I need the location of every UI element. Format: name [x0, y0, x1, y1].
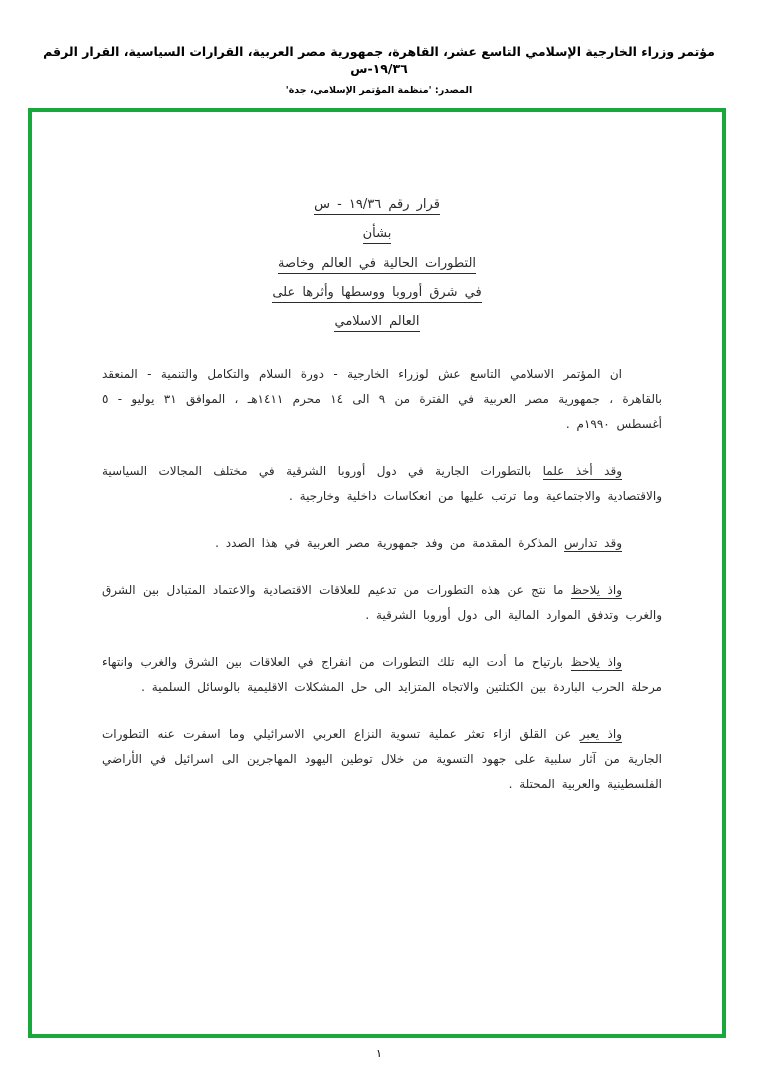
paragraph-6 [86, 722, 668, 797]
conference-title: مؤتمر وزراء الخارجية الإسلامي التاسع عشر، القاهرة، جمهورية مصر العربية، القرارات السياسية، القرار الرقم ١٩/٣٦-س [43, 44, 715, 76]
paragraph-4-lead: واذ يلاحظ [570, 582, 622, 597]
paragraph-6-lead: واذ يعبر [579, 726, 622, 741]
paragraph-4 [86, 578, 668, 628]
paragraph-5 [86, 650, 668, 700]
paragraph-5-text: بارتياح ما أدت اليه تلك التطورات من انفراج في العلاقات بين الشرق والغرب وانتهاء مرحلة الحرب الباردة بين الكتلتين والاتجاه المتزايد الى حل المشكلات الاقليمية بالوسائل السلمية . [102, 654, 662, 694]
page-frame [28, 108, 726, 1038]
page-number: ١ [376, 1047, 382, 1060]
decision-title-line-2: بشأن [86, 219, 668, 248]
paragraph-3-lead: وقد تدارس [563, 536, 622, 551]
paragraph-3-text: المذكرة المقدمة من وفد جمهورية مصر العربية في هذا الصدد . [215, 536, 564, 551]
decision-title [86, 190, 668, 336]
paragraph-5-lead: واذ يلاحظ [570, 654, 622, 669]
paragraph-1 [86, 362, 668, 437]
decision-title-line-1: قرار رقم ١٩/٣٦ - س [86, 190, 668, 219]
paragraph-6-text: عن القلق ازاء تعثر عملية تسوية النزاع العربي الاسرائيلي وما اسفرت عنه التطورات الجارية من آثار سلبية على جهود التسوية من خلال توطين اليهود المهاجرين الى اسرائيل في الأراضي الفلسطينية والعربية المحتلة . [102, 726, 662, 791]
paragraph-2-lead: وقد أخذ علما [542, 464, 622, 479]
source-line: المصدر: 'منظمة المؤتمر الإسلامي، جدة' [285, 84, 473, 96]
decision-title-line-3: التطورات الحالية في العالم وخاصة [86, 249, 668, 278]
paragraph-4-text: ما نتج عن هذه التطورات من تدعيم للعلاقات الاقتصادية والاعتماد المتبادل بين الشرق والغرب وتدفق الموارد المالية الى دول أوروبا الشرقية . [102, 582, 662, 622]
page-content [32, 112, 722, 1034]
paragraph-2-text: بالتطورات الجارية في دول أوروبا الشرقية في مختلف المجالات السياسية والاقتصادية والاجتماعية وما ترتب عليها من انعكاسات داخلية وخارجية . [102, 464, 662, 504]
paragraph-2 [86, 459, 668, 509]
paragraph-1-text: ان المؤتمر الاسلامي التاسع عش لوزراء الخارجية - دورة السلام والتكامل والتنمية - المنعقد بالقاهرة ، جمهورية مصر العربية في الفترة من ٩ الى ١٤ محرم ١٤١١هـ ، الموافق ٣١ يوليو - ٥ أغسطس ١٩٩٠م . [102, 367, 663, 432]
decision-title-line-5: العالم الاسلامي [86, 307, 668, 336]
decision-title-line-4: في شرق أوروبا ووسطها وأثرها على [86, 278, 668, 307]
document-header [0, 44, 758, 96]
paragraph-3 [86, 531, 668, 556]
